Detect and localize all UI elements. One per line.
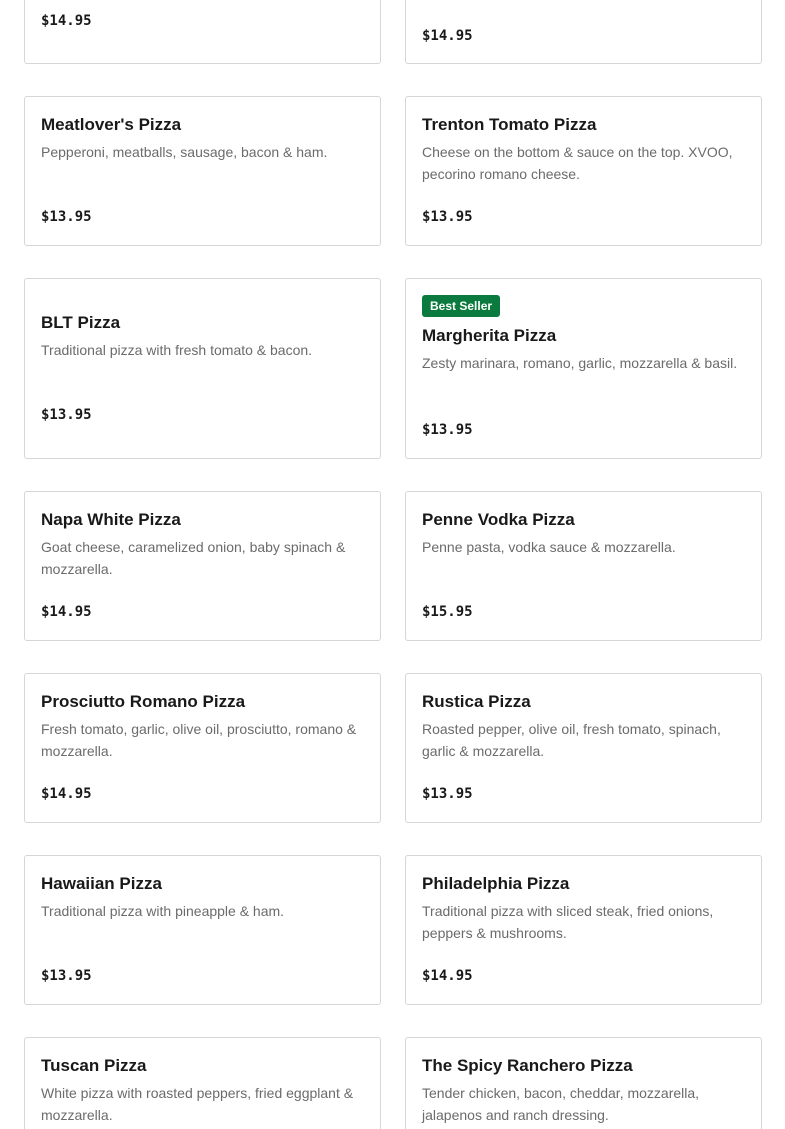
menu-item-card[interactable] (405, 278, 762, 459)
item-name: Prosciutto Romano Pizza (41, 692, 246, 711)
item-description: Roasted pepper, olive oil, fresh tomato, spinach, garlic & mozzarella. (422, 721, 721, 759)
item-name: The Spicy Ranchero Pizza (422, 1056, 633, 1075)
menu-item-card[interactable] (405, 0, 762, 64)
menu-item-card[interactable] (405, 491, 762, 641)
item-price: $14.95 (422, 28, 473, 44)
item-description: Traditional pizza with sliced steak, fried onions, peppers & mushrooms. (422, 903, 714, 941)
item-price: $14.95 (41, 604, 92, 620)
item-name: Hawaiian Pizza (41, 874, 162, 893)
item-price: $14.95 (422, 968, 473, 984)
item-price: $15.95 (422, 604, 473, 620)
menu-item-card[interactable] (24, 0, 381, 64)
item-description: Pepperoni, meatballs, sausage, bacon & ham. (41, 144, 328, 160)
menu-item-card[interactable] (405, 1037, 762, 1129)
item-price: $13.95 (422, 786, 473, 802)
menu-item-card[interactable] (405, 673, 762, 823)
item-description: Penne pasta, vodka sauce & mozzarella. (422, 539, 676, 555)
item-description: Zesty marinara, romano, garlic, mozzarella & basil. (422, 355, 738, 371)
item-description: White pizza with roasted peppers, fried eggplant & mozzarella. (41, 1085, 354, 1123)
item-description: Traditional pizza with fresh tomato & bacon. (41, 342, 313, 358)
menu-item-card[interactable] (24, 491, 381, 641)
item-name: Trenton Tomato Pizza (422, 115, 597, 134)
item-price: $14.95 (41, 786, 92, 802)
item-name: Tuscan Pizza (41, 1056, 147, 1075)
item-price: $13.95 (41, 407, 92, 423)
best-seller-badge: Best Seller (422, 295, 500, 317)
item-price: $14.95 (41, 13, 92, 29)
menu-item-card[interactable] (405, 96, 762, 246)
menu-item-card[interactable] (24, 673, 381, 823)
item-description: Fresh tomato, garlic, olive oil, prosciutto, romano & mozzarella. (41, 721, 357, 759)
item-name: Napa White Pizza (41, 510, 181, 529)
item-name: Philadelphia Pizza (422, 874, 570, 893)
item-price: $13.95 (422, 422, 473, 438)
menu-item-card[interactable] (24, 1037, 381, 1129)
item-description: Cheese on the bottom & sauce on the top. XVOO, pecorino romano cheese. (422, 144, 733, 182)
item-name: BLT Pizza (41, 313, 121, 332)
item-price: $13.95 (41, 209, 92, 225)
item-price: $13.95 (41, 968, 92, 984)
item-name: Penne Vodka Pizza (422, 510, 575, 529)
item-name: Rustica Pizza (422, 692, 531, 711)
menu-item-card[interactable] (24, 278, 381, 459)
item-description: Tender chicken, bacon, cheddar, mozzarella, jalapenos and ranch dressing. (422, 1085, 700, 1123)
menu-item-card[interactable] (24, 96, 381, 246)
item-description: Goat cheese, caramelized onion, baby spinach & mozzarella. (41, 539, 346, 577)
menu-item-card[interactable] (405, 855, 762, 1005)
menu-item-card[interactable] (24, 855, 381, 1005)
item-name: Meatlover's Pizza (41, 115, 182, 134)
item-description: Traditional pizza with pineapple & ham. (41, 903, 285, 919)
item-price: $13.95 (422, 209, 473, 225)
item-name: Margherita Pizza (422, 326, 557, 345)
